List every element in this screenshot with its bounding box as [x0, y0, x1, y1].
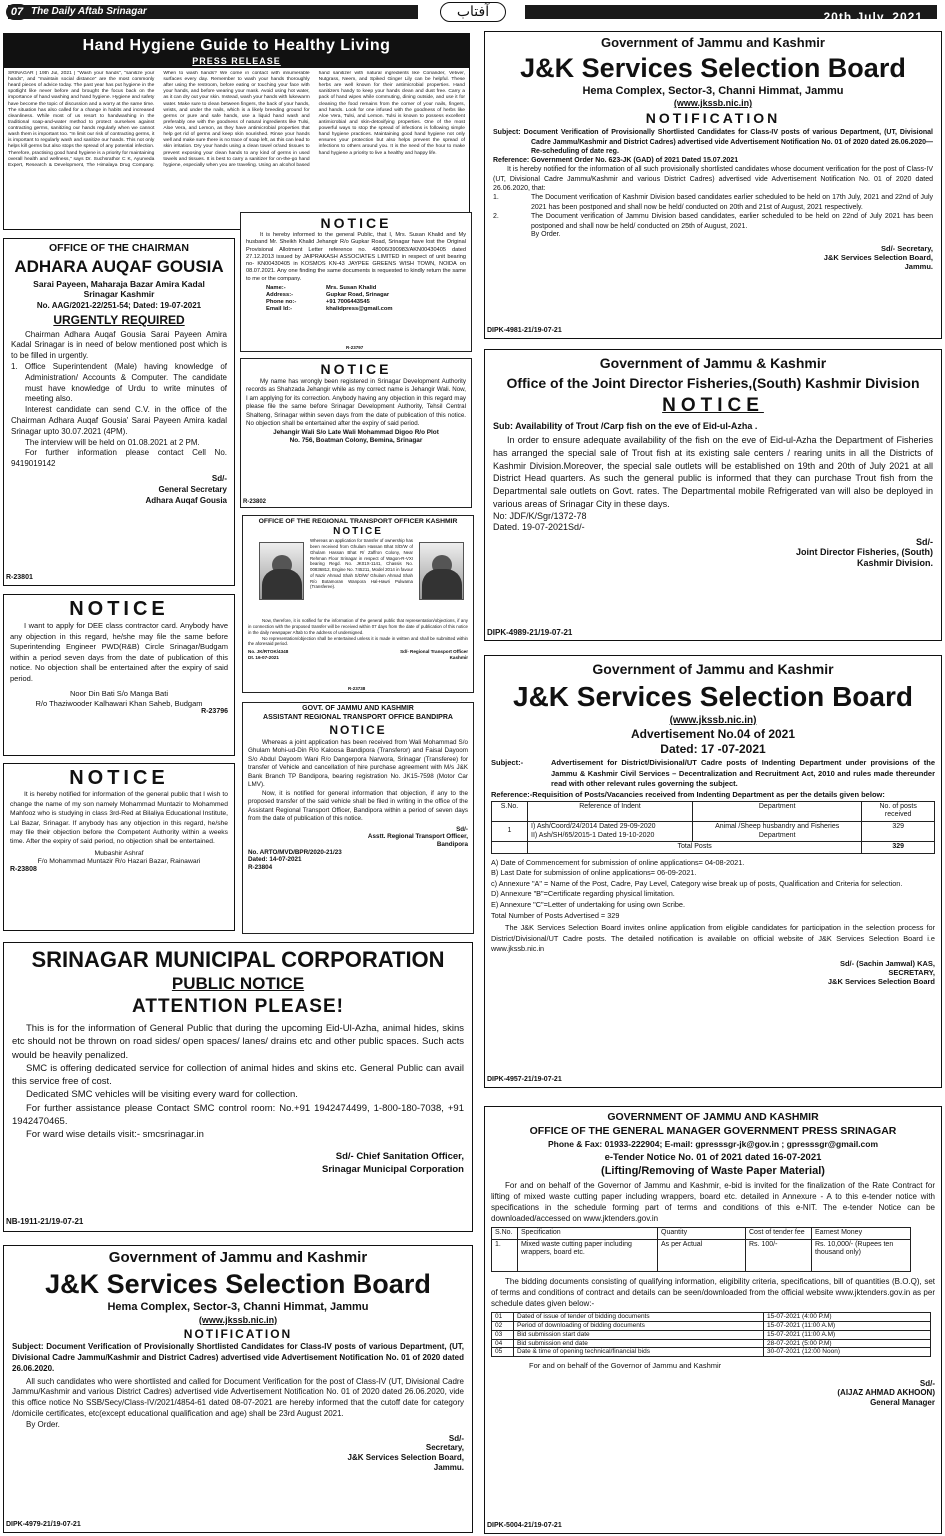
th-dept: Department — [693, 801, 862, 821]
schedule-row — [492, 1348, 931, 1357]
schedule-body — [492, 1312, 931, 1357]
header-bar-right — [525, 5, 937, 24]
jkssb-notification-1 — [484, 31, 942, 339]
auqaf-p1: Chairman Adhara Auqaf Gousia Sarai Payeen Amira Kadal Srinagar is in need of below mentioned post which is to be filled in urgently. — [11, 329, 227, 361]
rto-office: OFFICE OF THE REGIONAL TRANSPORT OFFICER KASHMIR — [258, 518, 458, 525]
jkssb1-sig3: Jammu. — [904, 262, 933, 272]
adv-e: E) Annexure "C"=Letter of undertaking for using own Scribe. — [491, 899, 685, 909]
noor-sig1: Noor Din Bati S/o Manga Bati — [70, 689, 168, 699]
smc-p5: For ward wise details visit:- smcsrinagar.in — [26, 1129, 204, 1141]
hygiene-body: SRINAGAR | 19th Jul, 2021 | "Wash your hands", "sanitize your hands", and "maintain social distance" are the most commonly heard pieces of advice today. The past year has put hygiene in the spotlight like never before and brought the focus back on the importance of hand washing and hand hygiene. Hygiene and safety have become the topic of discussion and a worry at the same time. The situation has also called for a change in habits and increased cleanliness. While most of us resort to handwashing in the traditional soap-and-water method to protect ourselves against contracting germs, sanitizing our hands regularly when we cannot wash them is important too. "In limit our risk of contracting germs, it is important to regularly wash and sanitize our hands. This not only helps kill germs but also stops the spread of any potential infection. Therefore, practising good hand hygiene is a priority for maintaining overall health and wellness," says Dr. Suchsrathor C K, Ayurveda Expert, Research & Development, The Himalaya Drug Company. When to wash hands? We come in contact with innumerable surfaces every day. Remember to wash your hands thoroughly after using the restroom, before eating or touching your face with your hands, and before wearing your mask. Avoid using hot water, as it can dry out your skin. Instead, wash your hands with lukewarm water. Make sure to clean between fingers, the back of your hands, wrists, and under the nails, which is a likely breeding ground for germs or pure and safe hands, use a liquid hand wash and preferably one with the goodness of natural ingredients like Tulsi, Aloe Vera, and Lemon, as they have antimicrobial properties that help get rid of germs and keep skin nourished. Rinse your hands well and make sure there is no trace of soap left, as this can lead to skin irritation. Dry your hands using a clean towel or/and tissues to prevent exposing your clean hands to any kind of germs in used towels and tissues. It is best to carry a sanitizer for on-the-go hand hygiene, especially when you are traveling. Using an alcohol based hand sanitizer with natural ingredients like Coriander, Vetiver, Nutgrass, Neem, and Spiked Ginger Lily can be helpful. These herbs are well known for their antimicrobial properties. Hand sanitizers handy to keep your hands clean and dust free. Carry a pack of hand wipes while commuting, dining outside, and use it for cleaning the food remains from the corner of your nails, fingers, and hands. Look for one infused with the goodness of herbs like Aloe Vera, Tulsi, and Lemon. Tulsi is known to possess excellent antimicrobial and skin-detoxifying properties. One of the most powerful ways to stop the spread of infections is following simple hand hygiene practices. Maintaining good hand hygiene not only ensures your protection but also helps prevent the spread of infections to others around you. It is the need of the hour to make hand hygiene a priority to live a healthy and happy life. — [8, 70, 465, 168]
rto-sig: Sd/- Regional Transport Officer Kashmir — [400, 649, 468, 660]
jkssb2-title: J&K Services Selection Board — [45, 1269, 431, 1300]
smc-p4: For further assistance please Contact SMC control room: No.+91 1942474499, 1-800-180-7038, +91 1942470465. — [12, 1102, 464, 1128]
th-sno: S.No. — [492, 801, 528, 821]
jkssb1-web: (www.jkssb.nic.in) — [673, 98, 753, 109]
auqaf-name: ADHARA AUQAF GOUSIA — [14, 256, 224, 276]
jkssb-notification-2 — [3, 1245, 473, 1533]
auqaf-item: 1. Office Superintendent (Male) having knowledge of Administration/ Accounts & Computer. The candidate must have knowledge of Urdu to write minutes of meeting also. — [11, 362, 227, 404]
jkssb1-reference: Reference: Government Order No. 623-JK (GAD) of 2021 Dated 15.07.2021 — [493, 156, 739, 164]
smc-title: SRINAGAR MUNICIPAL CORPORATION — [31, 947, 445, 972]
press-contact: Phone & Fax: 01933-222904; E-mail: gpresssgr-jk@gov.in ; gpresssgr@gmail.com — [547, 1139, 879, 1149]
label: Email Id:- — [266, 306, 293, 313]
arto-sig1: Asstt. Regional Transport Officer, — [367, 833, 468, 841]
masthead-logo: آفتاب — [440, 2, 506, 22]
value: khalidpress@gmail.com — [326, 306, 393, 313]
label: Phone no:- — [266, 299, 297, 306]
value: Mrs. Susan Khalid — [326, 284, 377, 291]
shahzada-notice-title: NOTICE — [320, 361, 392, 377]
mubashir-notice-body: It is hereby notified for information of the general public that I wish to change the name of my son namely Mohammad Muntazir to Mohammed Mahfooz who is studying in class 3rd-Red at Bilaliya Educational Institute, Lal Bazar, Srinagar. If anybody has any objection in this regard, he/she may file their objection before the Competent Authority within a weeks time. After the expiry of said period, no objection shall be entertained. — [10, 791, 228, 846]
susan-notice — [240, 212, 472, 352]
rto-body: Whereas an application for transfer of ownership has been received from Ghulam Hassan Bhat S/D/W of Ghulam Hassan Bhat R/ Zaffron Colony, Near Rehman Floor Srinagar in respect of Wagon-R-VXI bearing Regd. No. JK01X-1141, Chassis No. 00836812, Engine No. 745211, Model 2014 in favour of Nazir Ahmad Shah S/D/W/ Ghulam Ahmad Shah R/o Botamoran Wanpora Hal-Hawri Pulwama (Transferee). — [310, 538, 413, 590]
press-p3: For and on behalf of the Governor of Jammu and Kashmir — [529, 1361, 722, 1371]
issue-date: 20th July, 2021 — [823, 10, 923, 24]
schedule-date: 15-07-2021 (11:00 A.M) — [764, 1321, 931, 1330]
arto-body: Whereas a joint application has been received from Wali Mohammad S/o Ghulam Mohi-ud-Din R/o Kaloosa Bandipora (Transferor) and Faisal Dayoom S/o Abdul Dayoom Wani R/o Dangerpora Narwora, Srinagar (Transferee) for transfer of Vehicle and cancellation of hire purchase agreement with M/s J&K Bank Branch TP Bandipora, bearing registration No. JK15-7598 (Motor Car LMV). — [248, 738, 468, 789]
jkssb1-subject: Subject: Document Verification of Provisionally Shortlisted Candidates for Class-IV posts of various Department, (UT, Divisional Cadre Jammu/Kashmir and District Cadres) advertised vide Advertisement Notification No. 01 of 2020 dated 26.06.2020— Re-scheduling of date reg. — [493, 129, 933, 156]
schedule-row — [492, 1330, 931, 1339]
shahzada-notice-body: My name has wrongly been registered in Srinagar Development Authority records as Shahzada Jehangir while as my correct name is Jehangir Wali. Now, I am applying for its correction. Anybody having any objection in this regard may please file the same before Srinagar Development Authority, Tehsil Central Shalteng, Srinagar within seven days from the date of publication of this notice. No objection shall be entertained after the expiry of said period. — [246, 378, 466, 427]
mubashir-sig2: F/o Mohammad Muntazir R/o Hazari Bazar, Rainawari — [37, 857, 201, 865]
table-row — [492, 1239, 911, 1271]
shahzada-sig1: Jehangir Wali S/o Late Wali Mohammad Digoo R/o Plot — [273, 429, 439, 437]
arto-code: R-23804 — [248, 864, 273, 872]
adv-title: J&K Services Selection Board — [513, 681, 913, 712]
jkssb1-item-1: 1. The Document verification of Kashmir Division based candidates earlier scheduled to be held on 17th July, 2021 and 22nd of July 2021 has been postponed and shall now be held/ conducted on 20th and 21st of August, 2021 respectively. — [493, 194, 933, 211]
jkssb2-order: By Order. — [26, 1419, 60, 1429]
th-qty: Quantity — [658, 1228, 746, 1240]
rto-body-3: No representation/objection shall be entertained unless it is made in written and shall be submitted within the aforesaid period. — [248, 635, 468, 647]
jkssb2-sig2: J&K Services Selection Board, — [347, 1453, 464, 1463]
schedule-date: 28-07-2021 (5:00 P.M) — [764, 1339, 931, 1348]
cell-qty: As per Actual — [658, 1239, 746, 1271]
press-table — [491, 1227, 911, 1272]
jkssb1-notification: NOTIFICATION — [645, 110, 781, 127]
adv-web: (www.jkssb.nic.in) — [669, 715, 757, 726]
schedule-row — [492, 1321, 931, 1330]
susan-code: R-23797 — [346, 344, 364, 350]
th-sno: S.No. — [492, 1228, 518, 1240]
noor-notice-body: I want to apply for DEE class contractor card. Anybody have any objection in this regard, he/she may file the same before Superintending Engineer PWD(R&B) Circle Srinagar/Budgam within a period seven days from the date of publication of this notice. No objection shall be entertained after the expiry of said period. — [10, 621, 228, 683]
press-sig1: (AIJAZ AHMAD AKHOON) — [837, 1388, 935, 1398]
press-sig2: General Manager — [870, 1398, 935, 1407]
fish-title: NOTICE — [662, 395, 764, 416]
adv-total: Total Number of Posts Advertised = 329 — [491, 910, 620, 920]
adv-gov: Government of Jammu and Kashmir — [592, 661, 834, 677]
adv-list — [491, 858, 935, 955]
jkssb1-address: Hema Complex, Sector-3, Channi Himmat, Jammu — [582, 84, 844, 97]
arto-sd: Sd/- — [456, 825, 468, 833]
govt-press-tender — [484, 1106, 942, 1534]
auqaf-body — [11, 330, 227, 507]
adv-sig2: SECRETARY, — [888, 967, 935, 977]
smc-sig2: Srinagar Municipal Corporation — [322, 1163, 464, 1175]
mubashir-notice — [3, 763, 235, 931]
rto-footer — [248, 649, 468, 660]
newspaper-name: The Daily Aftab Srinagar — [31, 6, 147, 17]
jkssb2-sd: Sd/- — [448, 1433, 464, 1443]
jkssb2-code: DIPK-4979-21/19-07-21 — [6, 1521, 81, 1529]
smc-subtitle: PUBLIC NOTICE — [171, 974, 305, 993]
jkssb2-sig3: Jammu. — [433, 1462, 464, 1472]
cell-sno: 1 — [492, 822, 528, 842]
smc-code: NB-1911-21/19-07-21 — [6, 1217, 84, 1227]
table-total-row — [492, 842, 935, 854]
cell-em: Rs. 10,000/- (Rupees ten thousand only) — [812, 1239, 911, 1271]
mubashir-sig1: Mubashir Ashraf — [94, 849, 144, 857]
adv-reference: Reference:-Requisition of Posts/Vacancies received from Indenting Department as per the details given below: — [491, 789, 885, 799]
press-office: OFFICE OF THE GENERAL MANAGER GOVERNMENT PRESS SRINAGAR — [529, 1125, 897, 1137]
th-posts: No. of posts received — [862, 801, 935, 821]
jkssb1-item-2-text: The Document verification of Jammu Division based candidates, earlier scheduled to be held on 22nd of July 2021 has been postponed and shall now be held/ conducted on 25th of August, 2021. — [531, 213, 933, 230]
ref-1: I) Ash/Coord/24/2014 Dated 29-09-2020 — [531, 823, 656, 831]
fish-subject: Sub: Availability of Trout /Carp fish on the eve of Eid-ul-Azha . — [493, 421, 758, 431]
arto-dt: Dated: 14-07-2021 — [248, 856, 302, 864]
rto-code: R-23738 — [348, 685, 366, 691]
fish-body: In order to ensure adequate availability of the fish on the eve of Eid-ul-Azha the Department of Fisheries has arranged the special sale of Trout fish at its existing sale centers / rearing units in all the Districts of Kashmir Division.Moreover, the special sale outlets will be established on 19th and 20th of July 2021 at all District Head quarters. As such the general public is informed that they can purchase Trout fish from the Departmental sale outlets on Govt. rates. The Departmental mobile Refrigerated van will also be deployed in various areas of Srinagar City in these days. — [493, 434, 933, 509]
jkssb1-title: J&K Services Selection Board — [520, 52, 906, 83]
jkssb1-sig2: J&K Services Selection Board, — [823, 252, 933, 262]
shahzada-sig2: No. 756, Boatman Colony, Bemina, Srinagar — [289, 437, 423, 445]
auqaf-p4: For further information please contact Cell No. 9419019142 — [11, 448, 227, 469]
schedule-row — [492, 1312, 931, 1321]
jkssb2-gov: Government of Jammu and Kashmir — [108, 1249, 368, 1266]
adv-subject — [491, 758, 935, 788]
noor-notice — [3, 594, 235, 756]
smc-p2: SMC is offering dedicated service for collection of animal hides and skins etc. General Public can avail this service free of cost. — [12, 1062, 464, 1088]
arto-office: ASSISTANT REGIONAL TRANSPORT OFFICE BANDIPRA — [263, 713, 453, 721]
adv-table — [491, 801, 935, 854]
cell-posts: 329 — [862, 822, 935, 842]
adv-sig1: Sd/- (Sachin Jamwal) KAS, — [839, 958, 935, 968]
adv-c: c) Annexure "A" = Name of the Post, Cadre, Pay Level, Category wise break up of posts, Qualification and Criteria for selection. — [491, 878, 903, 888]
label: Name:- — [266, 284, 286, 291]
auqaf-office: OFFICE OF THE CHAIRMAN — [49, 242, 189, 254]
auqaf-ref-no: No. AAG/2021-22/251-54; Dated: 19-07-2021 — [36, 301, 202, 311]
schedule-date: 15-07-2021 (4:00 P.M) — [764, 1312, 931, 1321]
rto-title: NOTICE — [333, 526, 383, 538]
noor-code: R-23796 — [201, 707, 228, 715]
smc-p3: Dedicated SMC vehicles will be visiting every ward for collection. — [26, 1089, 298, 1101]
susan-notice-title: NOTICE — [320, 215, 392, 231]
table-row — [492, 822, 935, 842]
jkssb2-subject: Subject: Document Verification of Provisionally Shortlisted Candidates for Class-IV posts of various Department, (UT, Divisional Cadre Jammu/Kashmir and District Cadres) advertised vide Advertisement Notification No. 01 of 2020 dated 26.06.2020. — [12, 1342, 464, 1373]
cell-dept: Animal /Sheep husbandry and Fisheries Department — [693, 822, 862, 842]
adv-code: DIPK-4957-21/19-07-21 — [487, 1076, 562, 1084]
adv-subject-text: Advertisement for District/Divisional/UT Cadre posts of Indenting Department under provisions of the Jammu & Kashmir Civil Services – Decentralization and Recruitment Act, 2010 and rules made thereunder read with other relevant rules governing the subject. — [551, 758, 935, 788]
noor-notice-title: NOTICE — [69, 598, 169, 620]
shahzada-code: R-23802 — [243, 498, 267, 505]
ref-2: II) Ash/SH/65/2015-1 Dated 19-10-2020 — [531, 831, 655, 839]
press-code: DIPK-5004-21/19-07-21 — [487, 1522, 562, 1530]
hygiene-subtitle: PRESS RELEASE — [192, 56, 281, 66]
adv-d: D) Annexure "B"=Certificate regarding physical limitation. — [491, 889, 675, 899]
schedule-event: Bid submission end date — [514, 1339, 764, 1348]
schedule-date: 15-07-2021 (11:00 A.M) — [764, 1330, 931, 1339]
schedule-no: 03 — [492, 1330, 514, 1339]
auqaf-urgent: URGENTLY REQUIRED — [53, 313, 185, 327]
adv-body: The J&K Services Selection Board invites online application from eligible candidates for participation in the selection process for District/Divisional/UT Cadre posts. The detailed notification is available on official website of J&K Services Selection Board i.e www.jkssb.nic.in — [491, 923, 935, 954]
fish-sd: Sd/- — [916, 536, 933, 547]
adv-a: A) Date of Commencement for submission of online applications= 04-08-2021. — [491, 857, 745, 867]
auqaf-p2: Interest candidate can send C.V. in the office of the Chairman Adhara Auqaf Gousia' Sarai Payeen Amira kadal Srinagar upto 30.07.2021 (4PM). — [11, 405, 227, 436]
press-p2: The bidding documents consisting of qualifying information, eligibility criteria, specifications, bill of quantities (B.O.Q), set of terms and conditions of contract and details can be seen/downloaded from the official website www.jktenders.gov.in as per schedule dates given below:- — [491, 1276, 935, 1308]
auqaf-ad — [3, 238, 235, 586]
total-label: Total Posts — [528, 842, 862, 854]
arto-gov: GOVT. OF JAMMU AND KASHMIR — [302, 705, 414, 712]
rto-body-2: Now, therefore, it is notified for the information of the general public that representation/objections, if any in connection with the proposed transfer will be received within 07 days from the date of publication of this notice in the daily newspaper Aftab to the address of undersigned. — [248, 618, 468, 635]
schedule-no: 04 — [492, 1339, 514, 1348]
schedule-event: Date & time of opening technical/financial bids — [514, 1348, 764, 1357]
adv-number: Advertisement No.04 of 2021 — [630, 727, 796, 742]
jkssb2-web: (www.jkssb.nic.in) — [198, 1314, 278, 1325]
fisheries-notice — [484, 349, 942, 641]
hygiene-banner — [4, 34, 469, 68]
page-header — [0, 0, 945, 24]
jkssb1-gov: Government of Jammu and Kashmir — [601, 35, 825, 50]
total-value: 329 — [862, 842, 935, 854]
cell-fee: Rs. 100/- — [746, 1239, 812, 1271]
press-schedule — [491, 1312, 931, 1358]
press-gov: GOVERNMENT OF JAMMU AND KASHMIR — [607, 1111, 819, 1123]
th-spec: Specification — [518, 1228, 658, 1240]
adv-subject-label: Subject:- — [491, 758, 524, 768]
susan-contact — [246, 285, 466, 313]
jkssb1-sig1: Sd/- Secretary, — [881, 243, 933, 253]
schedule-no: 02 — [492, 1321, 514, 1330]
auqaf-sig1: General Secretary — [158, 484, 227, 494]
smc-attention: ATTENTION PLEASE! — [132, 996, 344, 1017]
fish-gov: Government of Jammu & Kashmir — [599, 355, 827, 371]
jkssb2-body: All such candidates who were shortlisted and called for Document Verification for the post of Class-IV (UT, Divisional Cadre Jammu/Kashmir and various District Cadres) advertised vide Advertisement Notification No. 01 of 2020 dated 26.06.2020, vide this office notice No SSB/Secy/Class-IV/2021/4854-61 dated 08-07-2021 are hereby informed that the cutoff date for category /domicile certificates, etc(except educational qualification and age) shall be 23rd August 2021. — [12, 1376, 464, 1419]
jkssb1-order: By Order. — [531, 231, 561, 239]
press-p1: For and on behalf of the Governor of Jammu and Kashmir, e-bid is invited for the finalization of the Rate Contract for lifting of mixed waste cutting paper including wrappers, board etc. detailed in Annexure - A to this e-tender notice with specifications in the schedule forming part of terms and conditions of this e-NIT. The e-tender Notice can be downloaded/accessed on www.jktenders.gov.in — [491, 1181, 935, 1224]
auqaf-sd: Sd/- — [211, 473, 227, 483]
schedule-event: Dated of issue of tender of bidding documents — [514, 1312, 764, 1321]
th-fee: Cost of tender fee — [746, 1228, 812, 1240]
jkssb2-notification: NOTIFICATION — [183, 1326, 293, 1341]
smc-notice — [3, 942, 473, 1232]
hygiene-title: Hand Hygiene Guide to Healthy Living — [82, 37, 391, 54]
fish-sig1: Joint Director Fisheries, (South) — [795, 547, 933, 558]
jkssb1-code: DIPK-4981-21/19-07-21 — [487, 327, 562, 335]
shahzada-notice — [240, 358, 472, 508]
fish-office: Office of the Joint Director Fisheries,(South) Kashmir Division — [506, 375, 920, 391]
fish-code: DIPK-4989-21/19-07-21 — [487, 628, 573, 638]
smc-p1: This is for the information of General Public that during the upcoming Eid-Ul-Azha, animal hides, skins etc should not be thrown on road sides/ open spaces/ lanes/ drains etc and other public spaces. Such acts would be heavily penalized. — [12, 1023, 464, 1061]
mubashir-notice-title: NOTICE — [69, 767, 169, 789]
schedule-no: 01 — [492, 1312, 514, 1321]
arto-notice — [242, 702, 474, 934]
rto-no: No. JK/RTOK/4348 — [248, 649, 289, 655]
arto-title: NOTICE — [329, 723, 387, 738]
jkssb-advertisement — [484, 655, 942, 1088]
mubashir-code: R-23808 — [10, 866, 37, 874]
jkssb1-item-2: 2. The Document verification of Jammu Division based candidates, earlier scheduled to be held on 22nd of July 2021 has been postponed and shall now be held/ conducted on 25th of August, 2021. — [493, 213, 933, 230]
table-header-row — [492, 801, 935, 821]
fish-no: No: JDF/K/Sgr/1372-78 — [493, 510, 587, 521]
schedule-no: 05 — [492, 1348, 514, 1357]
label: Address:- — [266, 292, 294, 298]
jkssb1-body: It is hereby notified for the information of all such provisionally shortlisted candidates whose document verification for the post of Class-IV (UT, Divisional Cadre Jammu/Kashmir and various District Cadres) advertised vide Advertisement Notification No. 01 of 2020 dated 26.06.2020, that: — [493, 166, 933, 193]
value: +91 7006443545 — [326, 299, 370, 306]
rto-notice — [242, 515, 474, 693]
cell-spec: Mixed waste cutting paper including wrappers, board etc. — [518, 1239, 658, 1271]
fish-dt: Dated. 19-07-2021Sd/- — [493, 521, 585, 532]
schedule-row — [492, 1339, 931, 1348]
rto-dt: Dt. 16-07-2021 — [248, 654, 279, 660]
noor-sig2: R/o Thaziwooder Kalhawari Khan Saheb, Budgam — [35, 698, 203, 708]
smc-body — [12, 1022, 464, 1176]
value: Gupkar Road, Srinagar — [326, 292, 390, 298]
hygiene-article — [3, 33, 470, 230]
arto-sig2: Bandipora — [436, 841, 468, 849]
table-header-row — [492, 1228, 911, 1240]
auqaf-p3: The interview will be held on 01.08.2021 at 2 PM. — [25, 437, 200, 447]
page-number: 07 — [6, 4, 28, 20]
auqaf-address-1: Sarai Payeen, Maharaja Bazar Amira Kadal — [33, 278, 205, 289]
adv-b: B) Last Date for submission of online applications= 06-09-2021. — [491, 868, 697, 878]
schedule-event: Bid submission start date — [514, 1330, 764, 1339]
schedule-date: 30-07-2021 (12:00 Noon) — [764, 1348, 931, 1357]
smc-sig1: Sd/- Chief Sanitation Officer, — [335, 1150, 464, 1162]
auqaf-sig2: Adhara Auqaf Gousia — [145, 495, 227, 505]
th-ref: Reference of Indent — [528, 801, 693, 821]
adv-sig3: J&K Services Selection Board — [827, 977, 935, 987]
th-em: Earnest Money — [812, 1228, 911, 1240]
press-sd: Sd/- — [919, 1378, 935, 1388]
jkssb2-sig1: Secretary, — [425, 1443, 464, 1453]
adv-dated: Dated: 17 -07-2021 — [660, 741, 766, 756]
susan-notice-body: It is hereby informed to the general Public, that I, Mrs. Susan Khalid and My husband Mr. Sheikh Khalid Jehangir R/o Gupkar Road, Srinagar have lost the Original Provisional Allotment Letter reference no. 48006/390983/AKN00430405 dated 27.12.2013 issued by JAIPRAKASH ASSOCIATES LIMITED in respect of unit bearing no- KN00430405 in KOSMOS KN-43 JAYPEE GREENS WISH TOWN, NOIDA on 08.07.2021. Any one finding the same documents is requested to kindly return the same to me or the company. — [246, 232, 466, 282]
press-tender-no: e-Tender Notice No. 01 of 2021 dated 16-07-2021 — [604, 1152, 822, 1163]
cell-ref — [528, 822, 693, 842]
fish-sig2: Kashmir Division. — [856, 558, 933, 569]
press-lifting: (Lifting/Removing of Waste Paper Material) — [601, 1165, 825, 1177]
auqaf-address-2: Srinagar Kashmir — [83, 288, 155, 299]
auqaf-code: R-23801 — [6, 574, 33, 582]
schedule-event: Period of downloading of bidding documents — [514, 1321, 764, 1330]
arto-no: No. ARTO/MVD/BPR/2020-21/23 — [248, 848, 342, 856]
buyer-photo — [419, 542, 464, 600]
jkssb2-address: Hema Complex, Sector-3, Channi Himmat, Jammu — [107, 1301, 369, 1314]
cell-sno: 1. — [492, 1239, 518, 1271]
jkssb1-item-1-text: The Document verification of Kashmir Division based candidates earlier scheduled to be held on 17th July, 2021 and 22nd of July 2021 has been postponed and shall now be held/ conducted on 20th and 21st of August, 2021 respectively. — [531, 194, 933, 211]
owner-photo — [259, 542, 304, 600]
arto-body-2: Now, it is notified for general information that objection, if any to the proposed transfer of the said vehicle shall be filed in writing in the office of the Assistant Regional Transport Officer, Bandipora within a period of seven days from the date of publication of this notice. — [248, 789, 468, 823]
